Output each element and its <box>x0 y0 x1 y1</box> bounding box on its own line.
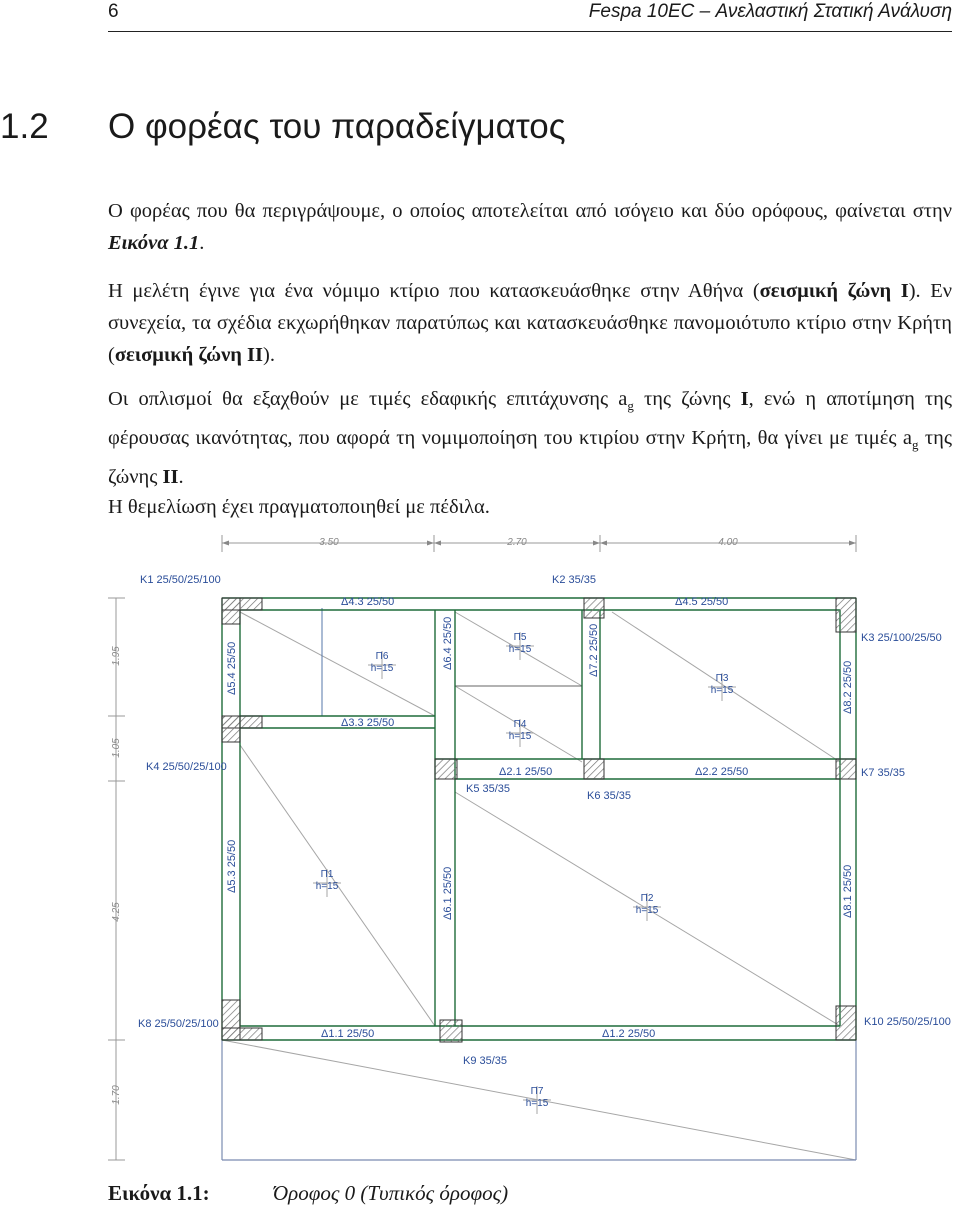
paragraph-1 <box>108 195 952 259</box>
p3-text: Οι οπλισμοί θα εξαχθούν με τιμές εδαφικής επιτάχυνσης a <box>108 388 628 410</box>
slab-p7-label: Π7 <box>530 1086 544 1097</box>
zone-1: σεισμική ζώνη Ι <box>759 280 909 302</box>
slab-p1-label: Π1 <box>320 869 334 880</box>
p2-text-2: ). Εν συνεχεία, τα σχέδια εκχωρήθηκαν παρατύπως και κατασκευάσθηκε πανομοιότυπο κτίριο στην Κρήτη ( <box>108 280 952 366</box>
column-k2-shape <box>584 598 604 618</box>
beam-d11-label: Δ1.1 25/50 <box>321 1028 375 1040</box>
column-k6-label: Κ6 35/35 <box>587 790 632 802</box>
p3-zone-2: ΙΙ <box>162 466 179 489</box>
p3-text-4: της ζώνης <box>108 427 952 489</box>
left-dimension-line <box>108 598 125 1160</box>
p3-zone-1: Ι <box>740 388 749 410</box>
dim-left-1: 1.95 <box>111 646 122 666</box>
beam-d81-label: Δ8.1 25/50 <box>842 864 854 918</box>
column-k10-shape <box>836 1006 856 1040</box>
beam-d64-label: Δ6.4 25/50 <box>442 616 454 670</box>
column-k3-label: Κ3 25/100/25/50 <box>861 632 942 644</box>
beam-d43-label: Δ4.3 25/50 <box>341 596 395 608</box>
beam-d82-label: Δ8.2 25/50 <box>842 660 854 714</box>
p3-end: . <box>178 466 184 489</box>
running-title: Fespa 10EC – Ανελαστική Στατική Ανάλυση <box>588 1 952 22</box>
dim-top-3: 4.00 <box>718 537 738 548</box>
p1-text: Ο φορέας που θα περιγράψουμε, ο οποίος αποτελείται από ισόγειο και δύο ορόφους, φαίνεται στην <box>108 200 952 222</box>
p2-end: ). <box>263 344 275 366</box>
beam-d53-label: Δ5.3 25/50 <box>226 839 238 893</box>
column-k10-label: Κ10 25/50/25/100 <box>864 1016 951 1028</box>
figure-caption <box>108 1181 509 1206</box>
slab-p6-label: Π6 <box>375 651 389 662</box>
p3-text-3: , ενώ η αποτίμηση της φέρουσας ικανότητας, που αφορά τη νομιμοποίηση του κτιρίου στην Κρήτη, θα γίνει με τιμές a <box>108 388 952 450</box>
slab-p4-label: Π4 <box>513 719 527 730</box>
column-k8-label: Κ8 25/50/25/100 <box>138 1018 219 1030</box>
section-title-text: Ο φορέας του παραδείγματος <box>108 107 566 146</box>
slab-crosshairs <box>313 632 736 1114</box>
top-dimension-line <box>222 535 856 552</box>
column-k4-shape <box>222 716 240 742</box>
beam-d21-label: Δ2.1 25/50 <box>499 766 553 778</box>
column-k2-label: Κ2 35/35 <box>552 574 597 586</box>
p3-sub-2: g <box>912 437 919 453</box>
column-k1-flange <box>222 598 262 610</box>
paragraph-4: Η θεμελίωση έχει πραγματοποιηθεί με πέδιλα. <box>108 496 490 518</box>
column-k9-label: Κ9 35/35 <box>463 1055 508 1067</box>
slab-p3-thickness: h=15 <box>710 685 734 696</box>
figure-label: Εικόνα 1.1: <box>108 1181 210 1205</box>
section-number: 1.2 <box>0 107 49 146</box>
paragraph-3 <box>108 383 952 493</box>
slab-p5-label: Π5 <box>513 632 527 643</box>
beam-d22-label: Δ2.2 25/50 <box>695 766 749 778</box>
slab-p1-thickness: h=15 <box>315 881 339 892</box>
beam-d12-label: Δ1.2 25/50 <box>602 1028 656 1040</box>
figure-caption-text: Όροφος 0 (Τυπικός όροφος) <box>273 1181 509 1205</box>
slab-p5-thickness: h=15 <box>508 644 532 655</box>
floor-plan-drawing <box>0 530 960 1170</box>
beam-d54-label: Δ5.4 25/50 <box>226 641 238 695</box>
column-k8-flange <box>222 1028 262 1040</box>
header-rule <box>108 31 952 32</box>
page-number: 6 <box>108 1 119 22</box>
zone-2: σεισμική ζώνη ΙΙ <box>114 344 264 366</box>
column-k1-label: Κ1 25/50/25/100 <box>140 574 221 586</box>
slab-p2-label: Π2 <box>640 893 654 904</box>
column-k6-shape <box>584 759 604 779</box>
beams <box>222 598 856 1040</box>
slab-p7-thickness: h=15 <box>525 1098 549 1109</box>
dim-top-2: 2.70 <box>507 537 527 548</box>
dim-top-1: 3.50 <box>319 537 339 548</box>
column-k4-label: Κ4 25/50/25/100 <box>146 761 227 773</box>
p3-sub-1: g <box>627 398 634 414</box>
column-k5-shape <box>435 759 457 779</box>
column-k9-shape <box>440 1020 462 1042</box>
beam-d45-label: Δ4.5 25/50 <box>675 596 729 608</box>
beam-d33-label: Δ3.3 25/50 <box>341 717 395 729</box>
slab-p3-label: Π3 <box>715 673 729 684</box>
slab-p4-thickness: h=15 <box>508 731 532 742</box>
column-k7-label: Κ7 35/35 <box>861 767 906 779</box>
figure-reference: Εικόνα 1.1 <box>108 232 200 254</box>
slab-p2-thickness: h=15 <box>635 905 659 916</box>
beam-d61-label: Δ6.1 25/50 <box>442 866 454 920</box>
dim-left-2: 1.05 <box>111 738 122 758</box>
dim-left-4: 1.70 <box>111 1085 122 1105</box>
p2-text: Η μελέτη έγινε για ένα νόμιμο κτίριο που κατασκευάσθηκε στην Αθήνα ( <box>108 280 760 302</box>
beam-d72-label: Δ7.2 25/50 <box>588 623 600 677</box>
dim-left-3: 4.25 <box>111 902 122 922</box>
paragraph-2 <box>108 275 952 371</box>
p3-text-2: της ζώνης <box>633 388 741 410</box>
column-k7-shape <box>836 759 856 779</box>
slab-p6-thickness: h=15 <box>370 663 394 674</box>
column-k3-shape <box>836 598 856 632</box>
p1-end: . <box>199 232 205 254</box>
columns <box>222 598 856 1042</box>
column-k5-label: Κ5 35/35 <box>466 783 511 795</box>
